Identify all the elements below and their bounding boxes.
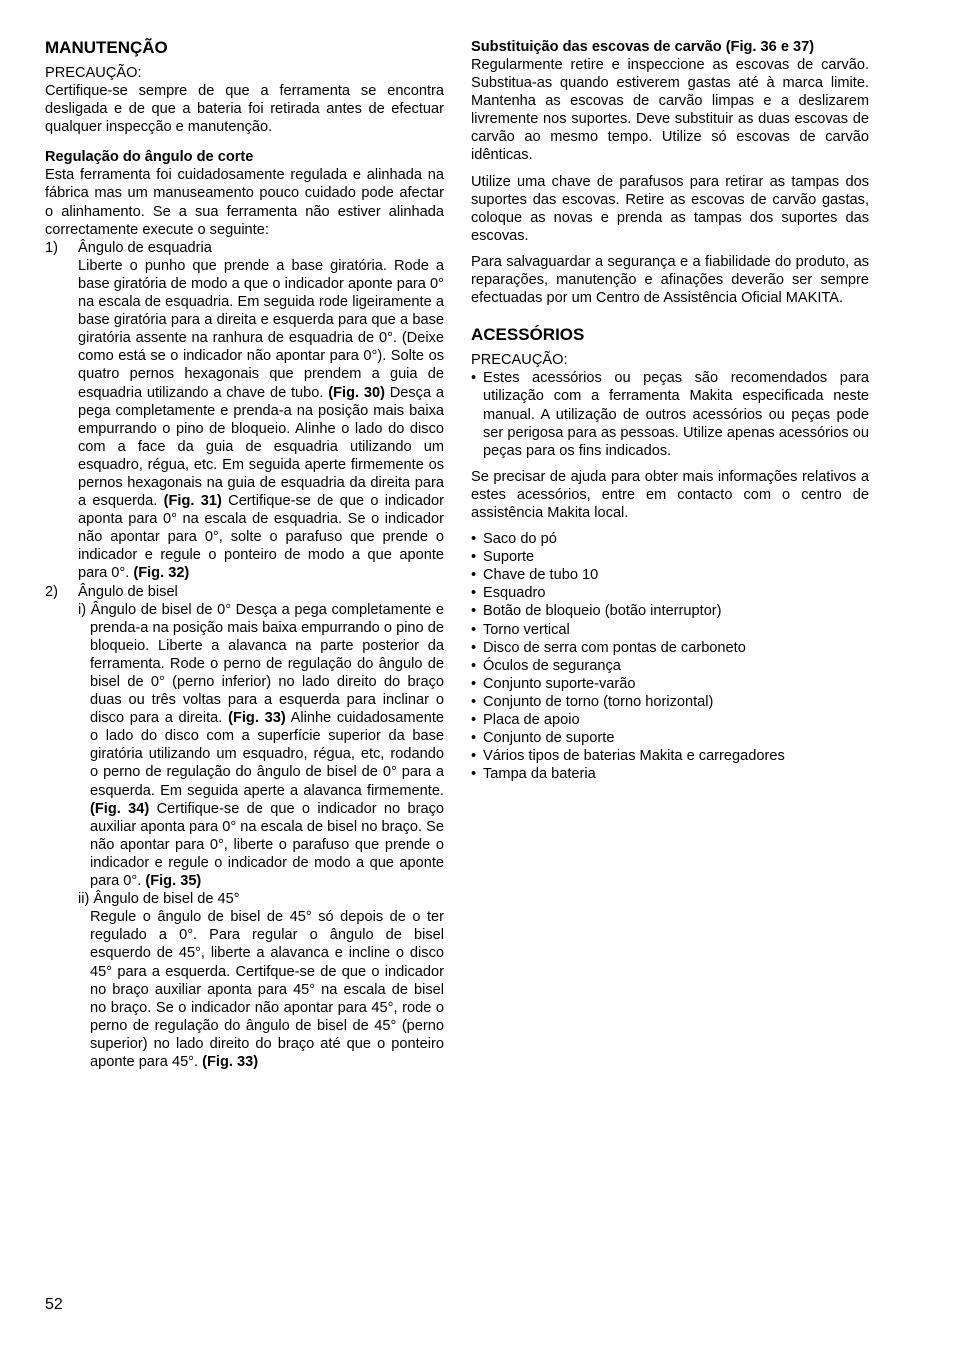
item-2-i-text-b: Alinhe cuidadosamente o lado do disco com a superfície superior da base giratória utilizando um esquadro, régua, etc, rodando o perno de regulação do ângulo de bisel de 0° para a esquerda. Em seguida aperte a alavanca firmemente. <box>90 710 444 799</box>
section-heading-maintenance: MANUTENÇÃO <box>45 38 168 57</box>
page-number: 52 <box>45 1296 63 1313</box>
subheading-cut-angle: Regulação do ângulo de corte <box>45 149 254 166</box>
item-1-body <box>45 257 444 583</box>
section-heading-accessories: ACESSÓRIOS <box>471 325 585 345</box>
accessory-item: • Suporte <box>471 548 869 566</box>
accessory-item: • Conjunto de torno (torno horizontal) <box>471 693 869 711</box>
brush-paragraph-1: Regularmente retire e inspeccione as escovas de carvão. Substitua-as quando estiverem gastas até à marca limite. Mantenha as escovas de carvão limpas e a deslizarem livremente nos suportes. Deve substituir as duas escovas de carvão ao mesmo tempo. Utilize só escovas de carvão idênticas. <box>471 57 869 164</box>
fig-ref-33-b: (Fig. 33) <box>202 1053 259 1070</box>
brush-paragraph-3: Para salvaguardar a segurança e a fiabilidade do produto, as reparações, manutenção e afinações deverão ser sempre efectuadas por um Centro de Assistência Oficial MAKITA. <box>471 253 869 307</box>
accessory-item: • Esquadro <box>471 584 869 602</box>
item-2-i-body <box>45 601 444 891</box>
accessories-list <box>471 530 869 783</box>
item-2-i-text-c: Certifique-se de que o indicador no braço auxiliar aponta para 0° na escala de bisel no braço. Se não apontar para 0°, liberte o parafuso que prende o indicador e regule o indicador de modo a que aponte para 0°. <box>90 800 444 890</box>
left-column <box>45 38 444 1071</box>
subheading-carbon-brushes: Substituição das escovas de carvão (Fig. 36 e 37) <box>471 39 815 55</box>
intro-paragraph: Esta ferramenta foi cuidadosamente regulada e alinhada na fábrica mas um manuseamento pouco cuidado pode afectar o alinhamento. Se a sua ferramenta não estiver alinhada correctamente execute o seguinte: <box>45 167 444 238</box>
item-2-title: Ângulo de bisel <box>78 583 178 600</box>
item-2-number: 2) <box>45 583 58 600</box>
fig-ref-30: (Fig. 30) <box>328 384 385 401</box>
accessory-item: • Placa de apoio <box>471 711 869 729</box>
accessory-item: • Saco do pó <box>471 530 869 548</box>
accessory-item: • Óculos de segurança <box>471 657 869 675</box>
item-1-text-b: Desça a pega completamente e prenda-a na posição mais baixa empurrando o pino de bloqueio. Alinhe o lado do disco com a face da guia de esquadria utilizando um esquadro, régua, etc. Em seguida aperte firmemente os pernos hexagonais na guia de esquadria da direita para a esquerda. <box>78 384 445 510</box>
fig-ref-31: (Fig. 31) <box>163 493 222 510</box>
accessory-item: • Disco de serra com pontas de carboneto <box>471 639 869 657</box>
fig-ref-35: (Fig. 35) <box>145 873 202 890</box>
item-2-i-text-a: i) Ângulo de bisel de 0° Desça a pega completamente e prenda-a na posição mais baixa empurrando o pino de bloqueio. Liberte a alavanca na parte posterior da ferramenta. Rode o perno de regulação do ângulo de bisel de 0° (perno inferior) no lado direito do braço duas ou três voltas para a esquerda para inclinar o disco para a direita. <box>78 601 444 727</box>
accessories-caution-label: PRECAUÇÃO: <box>471 352 568 369</box>
fig-ref-33: (Fig. 33) <box>228 710 286 727</box>
accessories-caution-list <box>471 369 869 459</box>
accessory-item: • Vários tipos de baterias Makita e carregadores <box>471 747 869 765</box>
brush-paragraph-2: Utilize uma chave de parafusos para retirar as tampas dos suportes das escovas. Retire as escovas de carvão gastas, coloque as novas e prenda as tampas dos suportes das escovas. <box>471 173 869 244</box>
accessory-item: • Torno vertical <box>471 621 869 639</box>
caution-text: Certifique-se sempre de que a ferramenta se encontra desligada e de que a bateria foi retirada antes de efectuar qualquer inspecção e manutenção. <box>45 83 444 136</box>
accessories-help: Se precisar de ajuda para obter mais informações relativos a estes acessórios, entre em contacto com o centro de assistência Makita local. <box>471 468 869 521</box>
item-1-title: Ângulo de esquadria <box>78 239 212 256</box>
item-2-ii-text: Regule o ângulo de bisel de 45° só depois de o ter regulado a 0°. Para regular o ângulo de bisel esquerdo de 45°, liberte a alavanca e incline o disco 45° para a esquerda. Certifque-se de que o indicador no braço auxiliar aponta para 45° na escala de bisel no braço. Se o indicador não apontar para 45°, rode o perno de regulação do ângulo de bisel de 45° (perno superior) no lado direito do braço até que o ponteiro aponte para 45°. <box>90 909 444 1070</box>
accessory-item: • Conjunto de suporte <box>471 729 869 747</box>
fig-ref-32: (Fig. 32) <box>133 565 190 582</box>
item-1-header <box>45 239 444 257</box>
fig-ref-34: (Fig. 34) <box>90 800 150 817</box>
item-1-text-a: Liberte o punho que prende a base giratória. Rode a base giratória de modo a que o indicador aponte para 0° na escala de esquadria. Em seguida rode ligeiramente a base giratória para a direita e esquerda para que a base giratória assente na ranhura de esquadria de 0°. (Deixe como está se o indicador não apontar para 0°). Solte os quatro pernos hexagonais que prendem a guia de esquadria utilizando a chave de tubo. <box>78 257 444 401</box>
item-2-header <box>45 583 444 601</box>
item-1-number: 1) <box>45 239 58 256</box>
accessory-item: • Botão de bloqueio (botão interruptor) <box>471 602 869 620</box>
accessories-caution-text: • Estes acessórios ou peças são recomendados para utilização com a ferramenta Makita especificada neste manual. A utilização de outros acessórios ou peças pode ser perigosa para as pessoas. Utilize apenas acessórios ou peças para os fins indicados. <box>471 369 869 459</box>
right-column <box>471 38 869 783</box>
item-2-ii-body <box>45 908 444 1071</box>
accessory-item: • Chave de tubo 10 <box>471 566 869 584</box>
item-1-text-c: Certifique-se de que o indicador aponta para 0° na escala de esquadria. Se o indicador não apontar para 0°, solte o parafuso que prende o indicador e regule o ponteiro de modo a que aponte para 0°. <box>78 493 445 582</box>
caution-label: PRECAUÇÃO: <box>45 65 142 81</box>
accessory-item: • Conjunto suporte-varão <box>471 675 869 693</box>
accessory-item: • Tampa da bateria <box>471 765 869 783</box>
item-2-ii-title: ii) Ângulo de bisel de 45° <box>78 891 240 908</box>
